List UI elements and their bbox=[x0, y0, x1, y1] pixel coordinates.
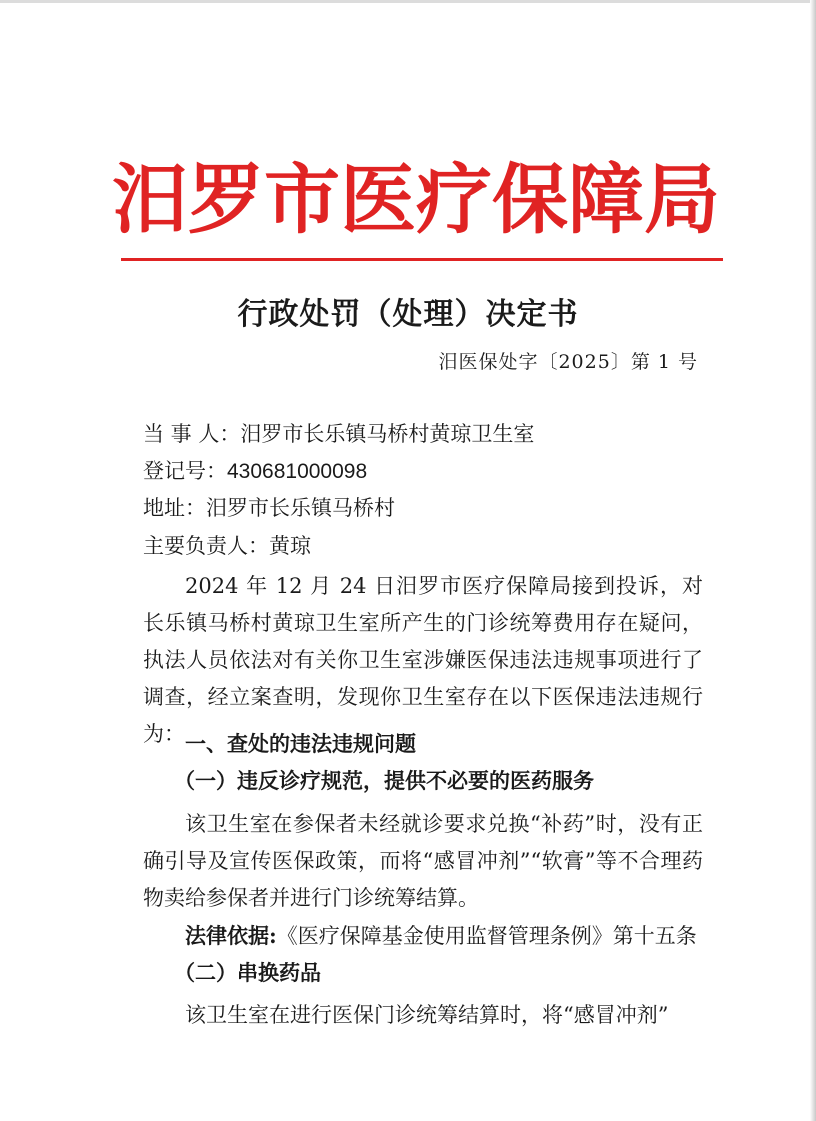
responsible-person-label: 主要负责人： bbox=[143, 534, 269, 558]
intro-paragraph: 2024 年 12 月 24 日汨罗市医疗保障局接到投诉，对长乐镇马桥村黄琼卫生室所产生的门诊统筹费用存在疑问，执法人员依法对有关你卫生室涉嫌医保违法违规事项进行了调查，经立案查明，发现你卫生室存在以下医保违法违规行为： bbox=[143, 574, 703, 746]
letterhead-agency-name: 汨罗市医疗保障局 bbox=[112, 155, 720, 244]
responsible-person-value: 黄琼 bbox=[269, 534, 311, 558]
address-value: 汨罗市长乐镇马桥村 bbox=[206, 496, 395, 520]
section1-heading: 一、查处的违法违规问题 bbox=[185, 731, 416, 756]
subsection2-heading: （二）串换药品 bbox=[174, 960, 321, 985]
address-label: 地址： bbox=[143, 496, 206, 520]
letterhead-red-rule bbox=[121, 258, 723, 261]
legal-basis-text: 《医疗保障基金使用监督管理条例》第十五条 bbox=[276, 924, 697, 948]
legal-basis-line bbox=[185, 921, 745, 951]
subsection1-paragraph: 该卫生室在参保者未经就诊要求兑换“补药”时，没有正确引导及宣传医保政策，而将“感冒冲剂”“软膏”等不合理药物卖给参保者并进行门诊统筹结算。 bbox=[143, 812, 703, 910]
scan-right-edge bbox=[810, 0, 816, 1121]
legal-basis-label: 法律依据: bbox=[185, 923, 277, 948]
scan-top-edge bbox=[0, 0, 816, 3]
party-value: 汨罗市长乐镇马桥村黄琼卫生室 bbox=[240, 422, 535, 446]
party-line bbox=[143, 419, 703, 449]
document-number: 汨医保处字〔2025〕第 1 号 bbox=[438, 351, 698, 373]
subsection1-heading: （一）违反诊疗规范，提供不必要的医药服务 bbox=[174, 768, 594, 793]
subsection2-paragraph: 该卫生室在进行医保门诊统筹结算时，将“感冒冲剂” bbox=[185, 1003, 669, 1027]
registration-line bbox=[143, 456, 703, 487]
address-line bbox=[143, 493, 703, 523]
registration-value: 430681000098 bbox=[227, 460, 368, 483]
party-label: 当 事 人： bbox=[143, 422, 241, 446]
document-title: 行政处罚（处理）决定书 bbox=[237, 297, 579, 332]
registration-label: 登记号： bbox=[143, 459, 227, 483]
responsible-person-line bbox=[143, 531, 703, 561]
